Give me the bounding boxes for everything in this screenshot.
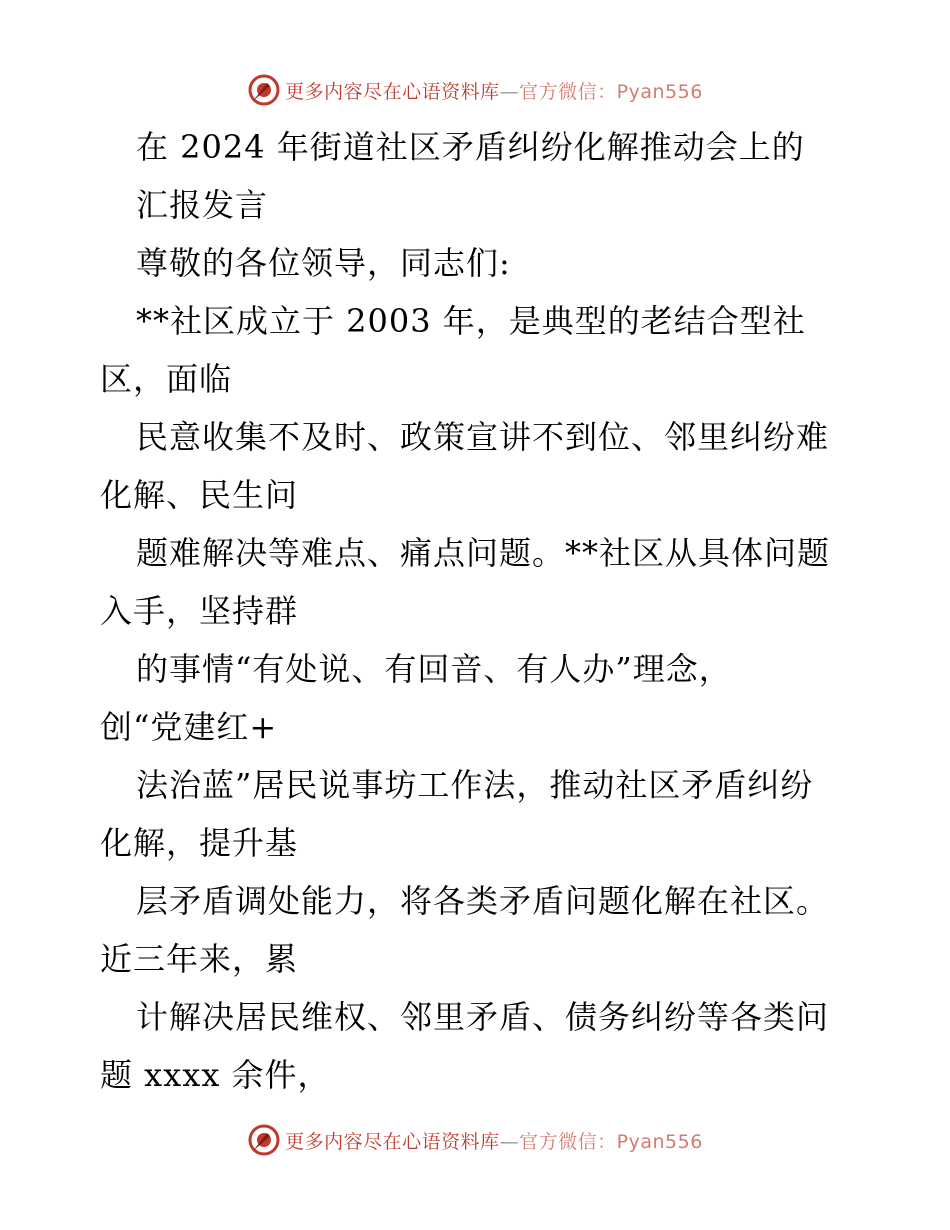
footer-banner-main: 更多内容尽在心语资料库 [285,1130,500,1153]
text-line: 近三年来，累 [100,940,299,978]
text-line: 的事情“有处说、有回音、有人办”理念， [136,650,732,688]
header-banner-wechat: 官方微信：Pyan556 [519,80,703,103]
text-line: 法治蓝”居民说事坊工作法，推动社区矛盾纠纷 [136,766,814,804]
header-banner-main: 更多内容尽在心语资料库 [285,80,500,103]
text-line: 民意收集不及时、政策宣讲不到位、邻里纠纷难 [136,418,830,456]
text-line: 区，面临 [100,360,233,398]
header-banner-text [285,77,703,104]
footer-banner-text [285,1127,703,1154]
text-line: 题 xxxx 余件， [100,1056,331,1094]
text-line: 创“党建红+ [100,708,278,746]
brand-logo-icon [247,1123,281,1157]
text-line: 汇报发言 [136,186,269,224]
header-banner-separator: — [499,80,520,103]
footer-banner [0,1120,950,1160]
text-line: **社区成立于 2003 年，是典型的老结合型社 [136,302,806,340]
text-line: 尊敬的各位领导，同志们: [136,244,511,282]
header-banner [0,70,950,110]
text-line: 化解，提升基 [100,824,299,862]
text-line: 层矛盾调处能力，将各类矛盾问题化解在社区。 [136,882,830,920]
footer-banner-separator: — [499,1130,520,1153]
text-line: 在 2024 年街道社区矛盾纠纷化解推动会上的 [136,128,805,166]
footer-banner-wechat: 官方微信：Pyan556 [519,1130,703,1153]
brand-logo-icon [247,73,281,107]
text-line: 入手，坚持群 [100,592,299,630]
text-line: 计解决居民维权、邻里矛盾、债务纠纷等各类问 [136,998,830,1036]
text-line: 化解、民生问 [100,476,299,514]
text-line: 题难解决等难点、痛点问题。**社区从具体问题 [136,534,831,572]
